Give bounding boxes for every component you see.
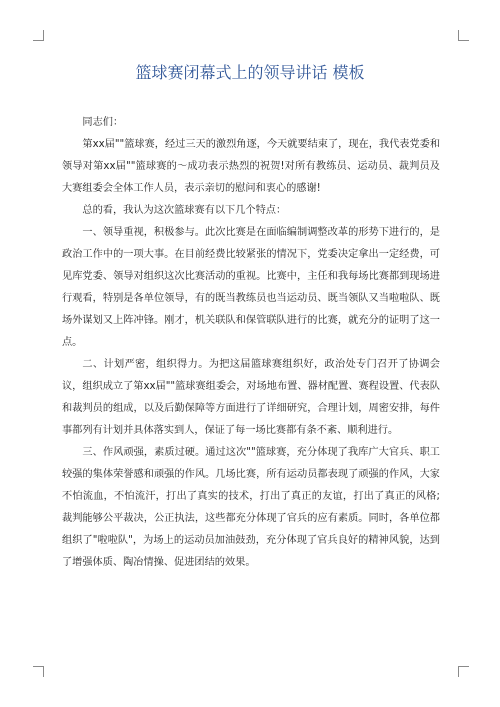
paragraph-point-three: 三、作风顽强，素质过硬。通过这次""篮球赛，充分体现了我库广大官兵、职工较强的集体荣誉感和顽强的作风。几场比赛，所有运动员都表现了顽强的作风，大家不怕流血，不怕流汗，打出了真实的技术，打出了真正的友谊，打出了真正的风格;裁判能够公平裁决，公正执法，这些都充分体现了官兵的应有素质。同时，各单位都组织了"啦啦队"，为场上的运动员加油鼓劲，充分体现了官兵良好的精神风貌，达到了增强体质、陶冶情操、促进团结的效果。: [62, 447, 440, 568]
paragraph-point-two: 二、计划严密，组织得力。为把这届篮球赛组织好，政治处专门召开了协调会议，组织成立了第xx届""篮球赛组委会，对场地布置、器材配置、赛程设置、代表队和裁判员的组成，以及后勤保障等方面进行了详细研究，合理计划，周密安排，每件事都列有计划并具体落实到人，保证了每一场比赛都有条不紊、顺利进行。: [62, 359, 440, 436]
paragraph-summary: 总的看，我认为这次篮球赛有以下几个特点：: [82, 205, 287, 216]
document-body: [62, 112, 440, 574]
document-title: 篮球赛闭幕式上的领导讲话 模板: [135, 63, 365, 82]
crop-mark-bottom-left: [33, 666, 44, 677]
crop-mark-top-right: [458, 30, 469, 41]
crop-mark-bottom-right: [458, 666, 469, 677]
salutation: 同志们：: [82, 117, 124, 128]
paragraph-point-one: 一、领导重视，积极参与。此次比赛是在面临编制调整改革的形势下进行的，是政治工作中的一项大事。在目前经费比较紧张的情况下，党委决定拿出一定经费，可见库党委、领导对组织这次比赛活动的重视。比赛中，主任和我每场比赛都到现场进行观看，特别是各单位领导，有的既当教练员也当运动员、既当领队又当啦啦队、既场外谋划又上阵冲锋。刚才，机关联队和保管联队进行的比赛，就充分的证明了这一点。: [62, 227, 440, 348]
paragraph-opening: 第xx届""篮球赛，经过三天的激烈角逐，今天就要结束了，现在，我代表党委和领导对第xx届""篮球赛的～成功表示热烈的祝贺!对所有教练员、运动员、裁判员及大赛组委会全体工作人员，表示亲切的慰问和衷心的感谢!: [62, 139, 441, 194]
crop-mark-top-left: [33, 30, 44, 41]
